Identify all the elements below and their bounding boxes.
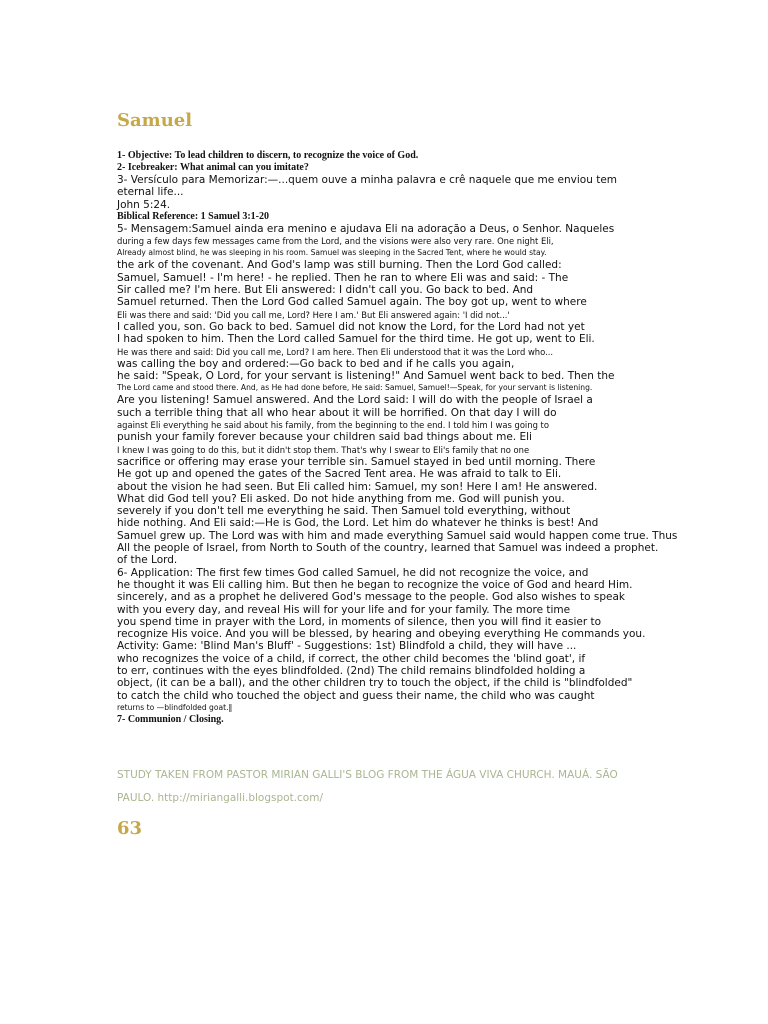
text-line: sincerely, and as a prophet he delivered God's message to the people. God also wishes to speak [117,591,625,604]
text-line: Activity: Game: 'Blind Man's Bluff' - Suggestions: 1st) Blindfold a child, they will have ... [117,640,577,653]
text-line: with you every day, and reveal His will for your life and for your family. The more time [117,603,571,616]
text-line: returns to —blindfolded goat.‖ [117,702,233,712]
text-line: to catch the child who touched the object and guess their name, the child who was caught [117,689,595,702]
footer-line: PAULO. http://miriangalli.blogspot.com/ [117,792,323,804]
text-line: I knew I was going to do this, but it didn't stop them. That's why I swear to Eli's family that no one [117,444,530,455]
text-line: you spend time in prayer with the Lord, in moments of silence, then you will find it easier to [117,615,602,628]
footer-line: STUDY TAKEN FROM PASTOR MIRIAN GALLI'S BLOG FROM THE ÁGUA VIVA CHURCH. MAUÁ. SÃO [117,769,618,781]
text-line: What did God tell you? Eli asked. Do not hide anything from me. God will punish you. [117,492,565,505]
text-line: John 5:24. [117,198,171,211]
text-line: eternal life... [117,186,184,199]
lesson-body [117,150,757,726]
text-line: All the people of Israel, from North to South of the country, learned that Samuel was indeed a prophet. [117,542,659,555]
text-line: He was there and said: Did you call me, Lord? I am here. Then Eli understood that it was the Lord who... [117,346,554,357]
text-line: the ark of the covenant. And God's lamp was still burning. Then the Lord God called: [117,259,562,272]
text-line: he said: "Speak, O Lord, for your servant is listening!" And Samuel went back to bed. Then the [117,370,615,383]
text-line: 3- Versículo para Memorizar:—...quem ouve a minha palavra e crê naquele que me enviou tem [117,174,618,186]
text-line: Already almost blind, he was sleeping in his room. Samuel was sleeping in the Sacred Tent, where he would stay. [117,248,547,258]
text-line: hide nothing. And Eli said:—He is God, the Lord. Let him do whatever he thinks is best! And [117,517,599,530]
text-line: I had spoken to him. Then the Lord called Samuel for the third time. He got up, went to Eli. [117,333,595,346]
text-line: during a few days few messages came from the Lord, and the visions were also very rare. One night Eli, [117,236,554,247]
text-line: was calling the boy and ordered:—Go back to bed and if he calls you again, [117,357,515,370]
page-number: 63 [117,818,143,839]
text-line: The Lord came and stood there. And, as He had done before, He said: Samuel, Samuel!—Speak, for your servant is listening. [117,383,593,393]
text-line: 7- Communion / Closing. [117,713,224,725]
text-line: 6- Application: The first few times God called Samuel, he did not recognize the voice, and [117,566,589,579]
text-line: to err, continues with the eyes blindfolded. (2nd) The child remains blindfolded holding a [117,664,586,677]
text-line: 2- Icebreaker: What animal can you imitate? [117,162,309,173]
text-line: Samuel grew up. The Lord was with him and made everything Samuel said would happen come true. Thus [117,529,678,542]
text-line: punish your family forever because your children said bad things about me. Eli [117,431,532,444]
text-line: object, (it can be a ball), and the other children try to touch the object, if the child is "blindfolded" [117,677,633,690]
page-title: Samuel [117,110,193,131]
text-line: Eli was there and said: 'Did you call me, Lord? Here I am.' But Eli answered again: 'I did not...' [117,309,510,320]
text-line: Sir called me? I'm here. But Eli answered: I didn't call you. Go back to bed. And [117,284,534,297]
text-line: of the Lord. [117,554,178,567]
text-line: 5- Mensagem:Samuel ainda era menino e ajudava Eli na adoração a Deus, o Senhor. Naqueles [117,222,615,235]
text-line: such a terrible thing that all who hear about it will be horrified. On that day I will do [117,406,557,419]
text-line: I called you, son. Go back to bed. Samuel did not know the Lord, for the Lord had not yet [117,320,585,333]
text-line: sacrifice or offering may erase your terrible sin. Samuel stayed in bed until morning. There [117,455,596,468]
source-footer [117,764,677,810]
text-line: who recognizes the voice of a child, if correct, the other child becomes the 'blind goat', if [117,652,586,665]
text-line: Samuel, Samuel! - I'm here! - he replied. Then he ran to where Eli was and said: - The [117,271,569,284]
text-line: about the vision he had seen. But Eli called him: Samuel, my son! Here I am! He answered. [117,480,598,493]
text-line: Are you listening! Samuel answered. And the Lord said: I will do with the people of Israel a [117,394,593,407]
text-line: Biblical Reference: 1 Samuel 3:1-20 [117,210,270,222]
text-line: against Eli everything he said about his family, from the beginning to the end. I told him I was going to [117,420,549,431]
text-line: recognize His voice. And you will be blessed, by hearing and obeying everything He commands you. [117,628,646,641]
text-line: 1- Objective: To lead children to discern, to recognize the voice of God. [117,150,419,161]
text-line: he thought it was Eli calling him. But then he began to recognize the voice of God and heard Him. [117,578,633,591]
text-line: Samuel returned. Then the Lord God called Samuel again. The boy got up, went to where [117,296,587,309]
text-line: severely if you don't tell me everything he said. Then Samuel told everything, without [117,505,571,518]
text-line: He got up and opened the gates of the Sacred Tent area. He was afraid to talk to Eli. [117,468,562,481]
